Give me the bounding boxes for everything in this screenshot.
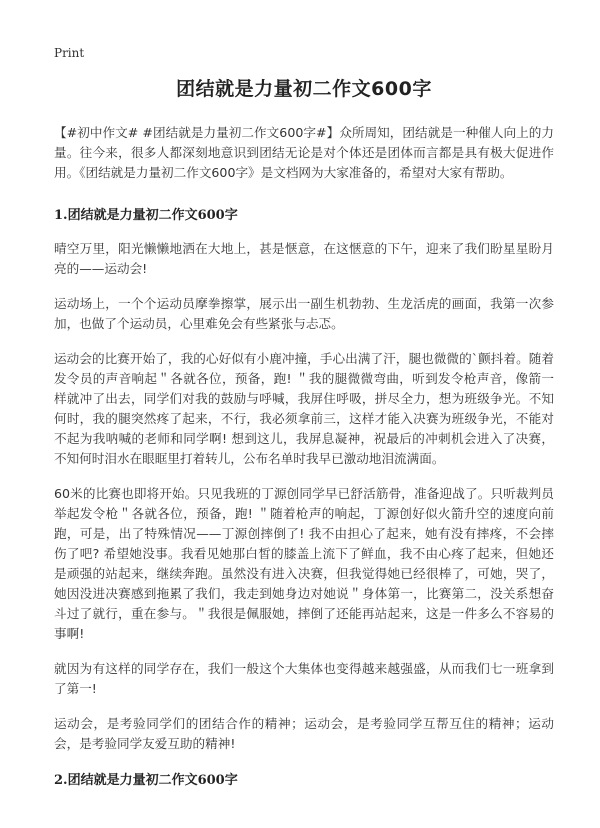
section-1-paragraph-1: 晴空万里，阳光懒懒地洒在大地上，甚是惬意，在这惬意的下午，迎来了我们盼星星盼月亮的——运动会! — [54, 241, 554, 276]
document-title: 团结就是力量初二作文600字 — [176, 78, 432, 100]
section-heading-2: 2.团结就是力量初二作文600字 — [54, 773, 238, 788]
document-body — [54, 74, 554, 804]
section-heading-1: 1.团结就是力量初二作文600字 — [54, 208, 238, 223]
intro-paragraph: 【#初中作文# #团结就是力量初二作文600字#】众所周知，团结就是一种催人向上的力量。往今来，很多人都深刻地意识到团结无论是对个体还是团体而言都是具有极大促进作用。《团结就是力量初二作文600字》是文档网为大家准备的，希望对大家有帮助。 — [54, 125, 554, 180]
section-1-paragraph-4: 60米的比赛也即将开始。只见我班的丁源创同学早已舒活筋骨，准备迎战了。只听裁判员举起发令枪＂各就各位，预备，跑! ＂随着枪声的响起，丁源创好似火箭升空的速度向前跑，可是，出了特殊情况——丁源创摔倒了! 我不由担心了起来，她有没有摔疼，不会摔伤了吧? 希望她没事。我看见她那白皙的膝盖上流下了鲜血，我不由心疼了起来，但她还是顽强的站起来，继续奔跑。虽然没有进入决赛，但我觉得她已经很棒了，可她，哭了，她因没进决赛感到拖累了我们，我走到她身边对她说＂身体第一，比赛第二，没关系想奋斗过了就行，重在参与。＂我很是佩服她，摔倒了还能再站起来，这是一件多么不容易的事啊! — [54, 486, 554, 641]
print-label: Print — [54, 46, 85, 60]
section-1-paragraph-6: 运动会，是考验同学们的团结合作的精神；运动会，是考验同学互帮互住的精神；运动会，是考验同学友爱互助的精神! — [54, 716, 554, 751]
section-1-paragraph-3: 运动会的比赛开始了，我的心好似有小鹿冲撞，手心出满了汗，腿也微微的`颤抖着。随着发令员的声音响起＂各就各位，预备，跑! ＂我的腿微微弯曲，听到发令枪声音，像箭一样就冲了出去，同学们对我的鼓励与呼喊，我屏住呼吸，拼尽全力，想为班级争光。不知何时，我的腿突然疼了起来，不行，我必须拿前三，这样才能入决赛为班级争光，不能对不起为我呐喊的老师和同学啊! 想到这儿，我屏息凝神，祝最后的冲刺机会进入了决赛，不知何时泪水在眼眶里打着转儿，公布名单时我早已激动地泪流满面。 — [54, 351, 554, 466]
section-1-paragraph-5: 就因为有这样的同学存在，我们一般这个大集体也变得越来越强盛，从而我们七一班拿到了第一! — [54, 661, 554, 696]
section-1-paragraph-2: 运动场上，一个个运动员摩拳擦掌，展示出一副生机勃勃、生龙活虎的画面，我第一次参加，也做了个运动员，心里难免会有些紧张与忐忑。 — [54, 296, 554, 331]
